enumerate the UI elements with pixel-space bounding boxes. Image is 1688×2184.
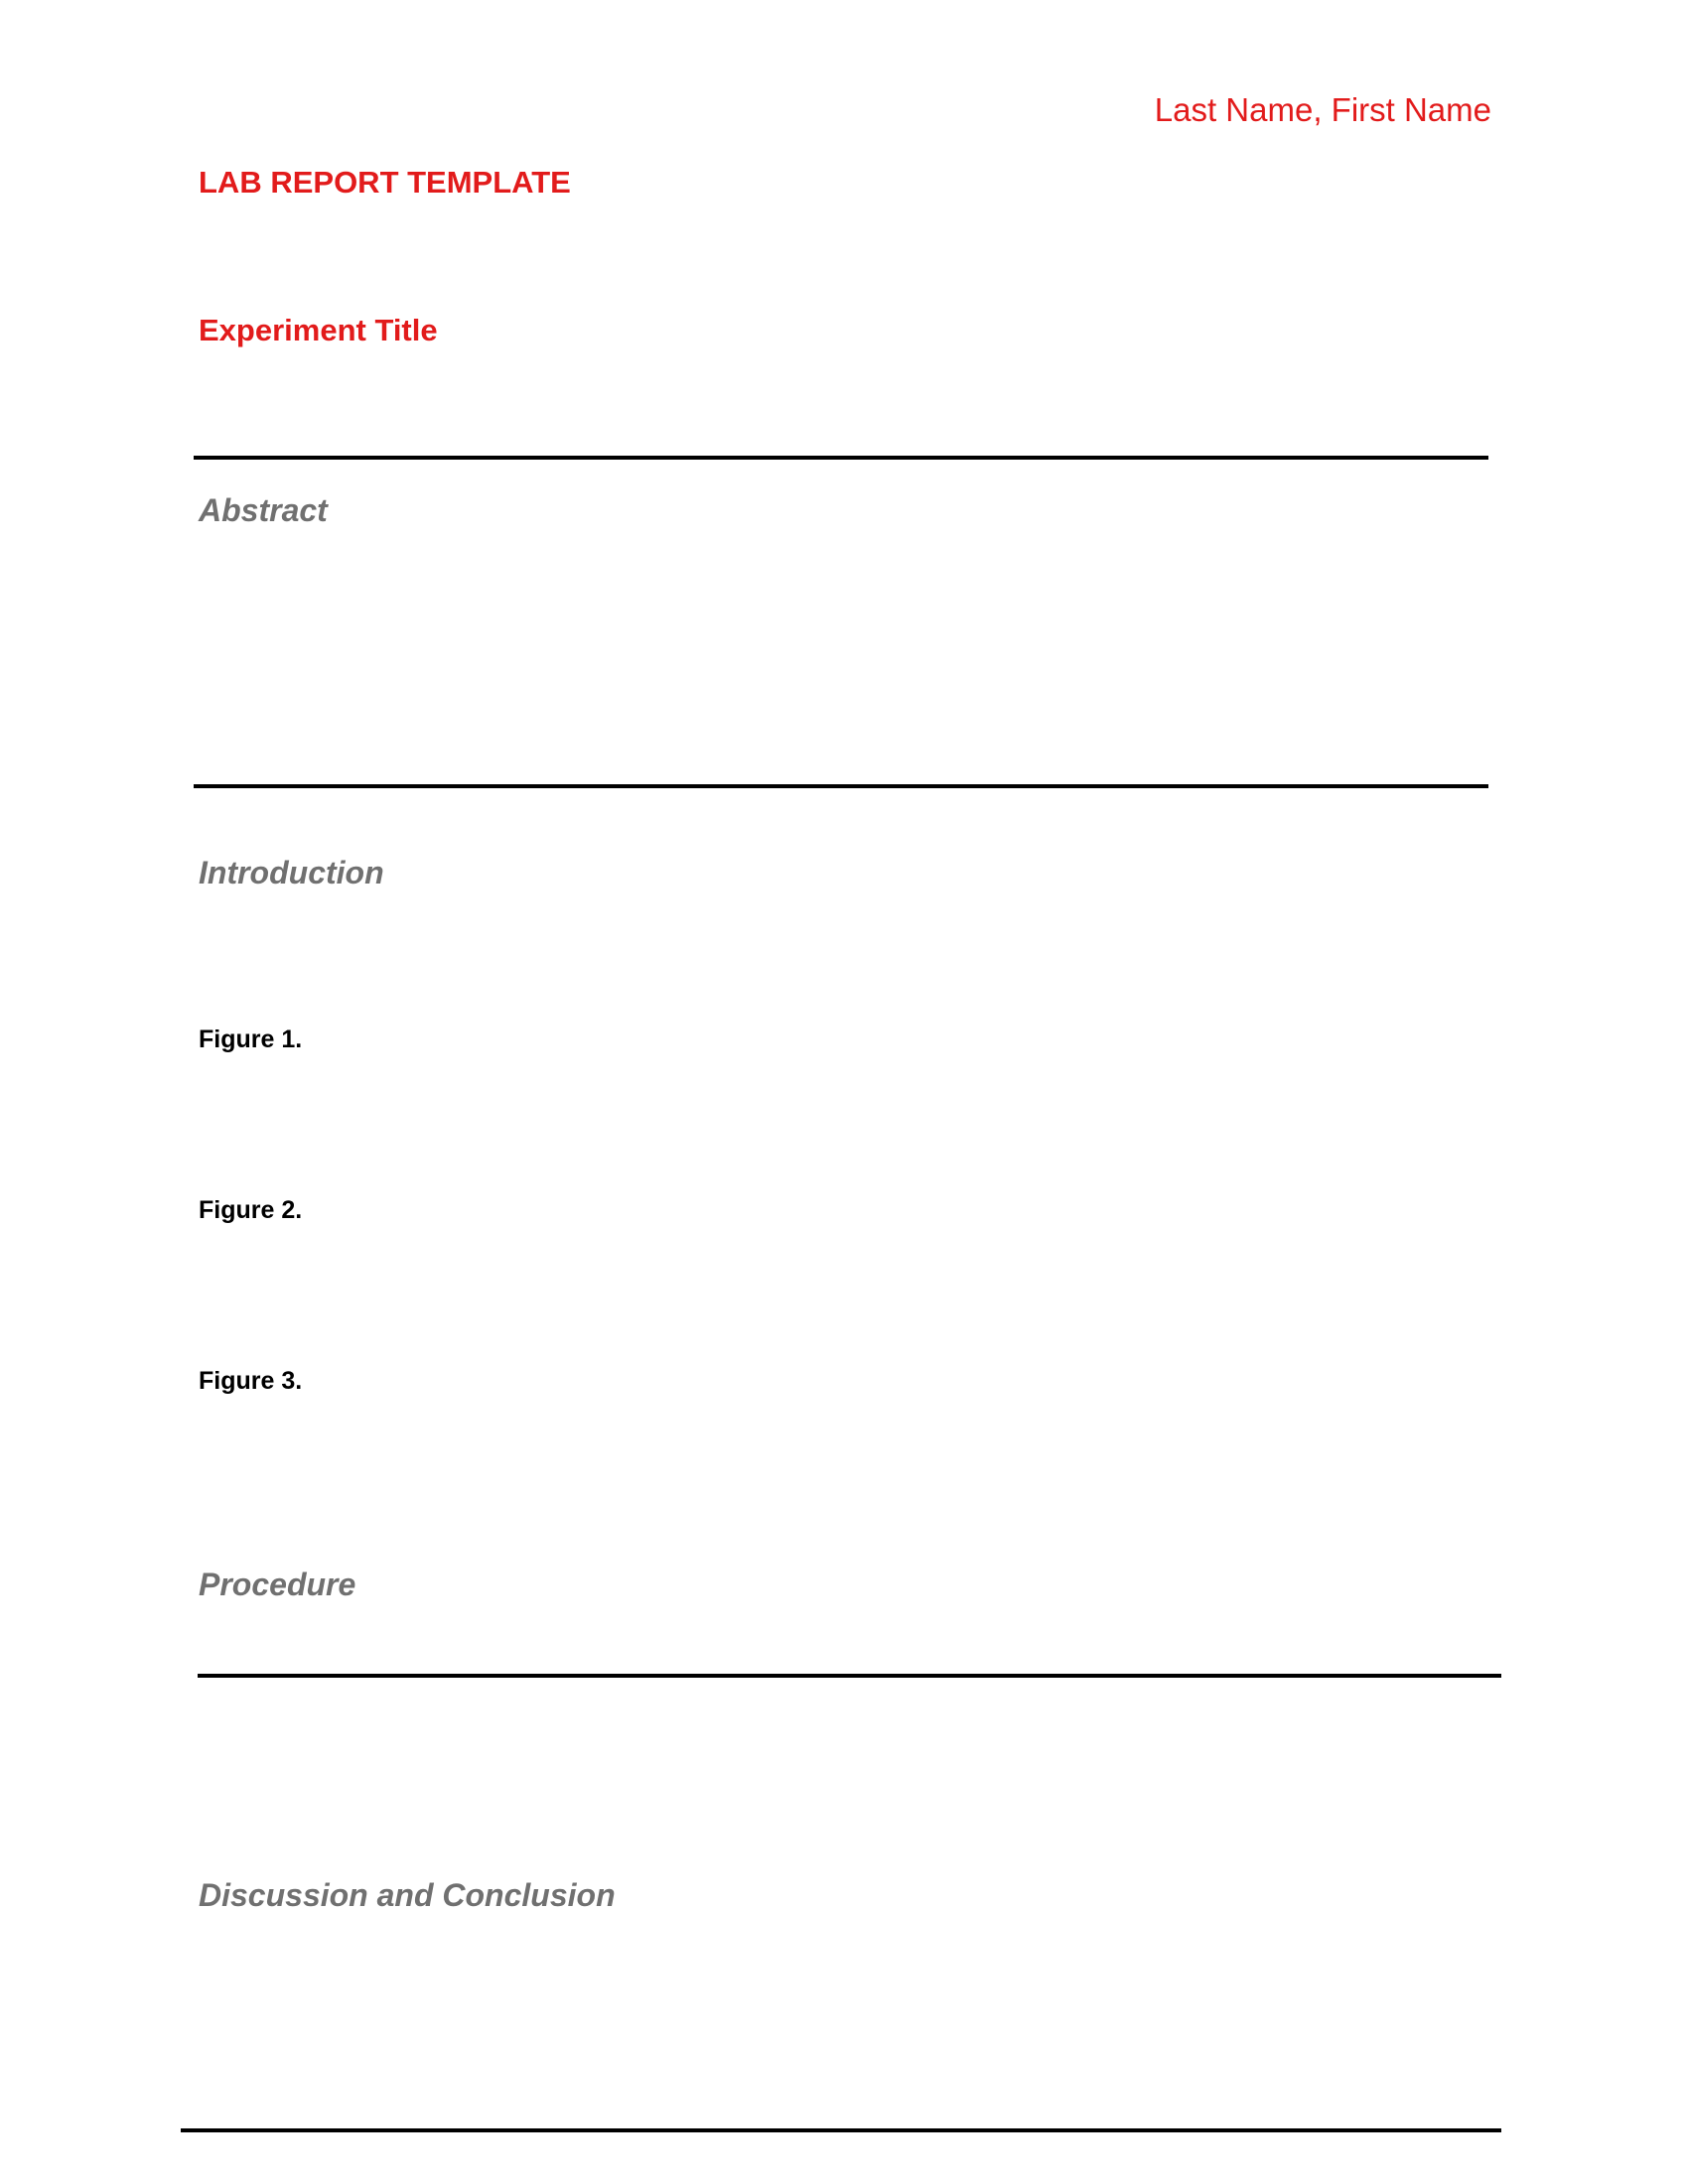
divider-rule bbox=[194, 784, 1488, 788]
divider-rule bbox=[181, 2128, 1501, 2132]
divider-rule bbox=[198, 1674, 1501, 1678]
section-heading-discussion: Discussion and Conclusion bbox=[199, 1877, 616, 1913]
experiment-title: Experiment Title bbox=[199, 313, 438, 347]
figure-caption: Figure 1. bbox=[199, 1025, 303, 1053]
section-heading-abstract: Abstract bbox=[199, 492, 328, 528]
section-heading-procedure: Procedure bbox=[199, 1567, 356, 1602]
section-heading-introduction: Introduction bbox=[199, 855, 384, 890]
divider-rule bbox=[194, 456, 1488, 460]
figure-caption: Figure 2. bbox=[199, 1196, 303, 1224]
author-name: Last Name, First Name bbox=[1154, 91, 1491, 128]
figure-caption: Figure 3. bbox=[199, 1367, 303, 1395]
document-title: LAB REPORT TEMPLATE bbox=[199, 165, 571, 200]
